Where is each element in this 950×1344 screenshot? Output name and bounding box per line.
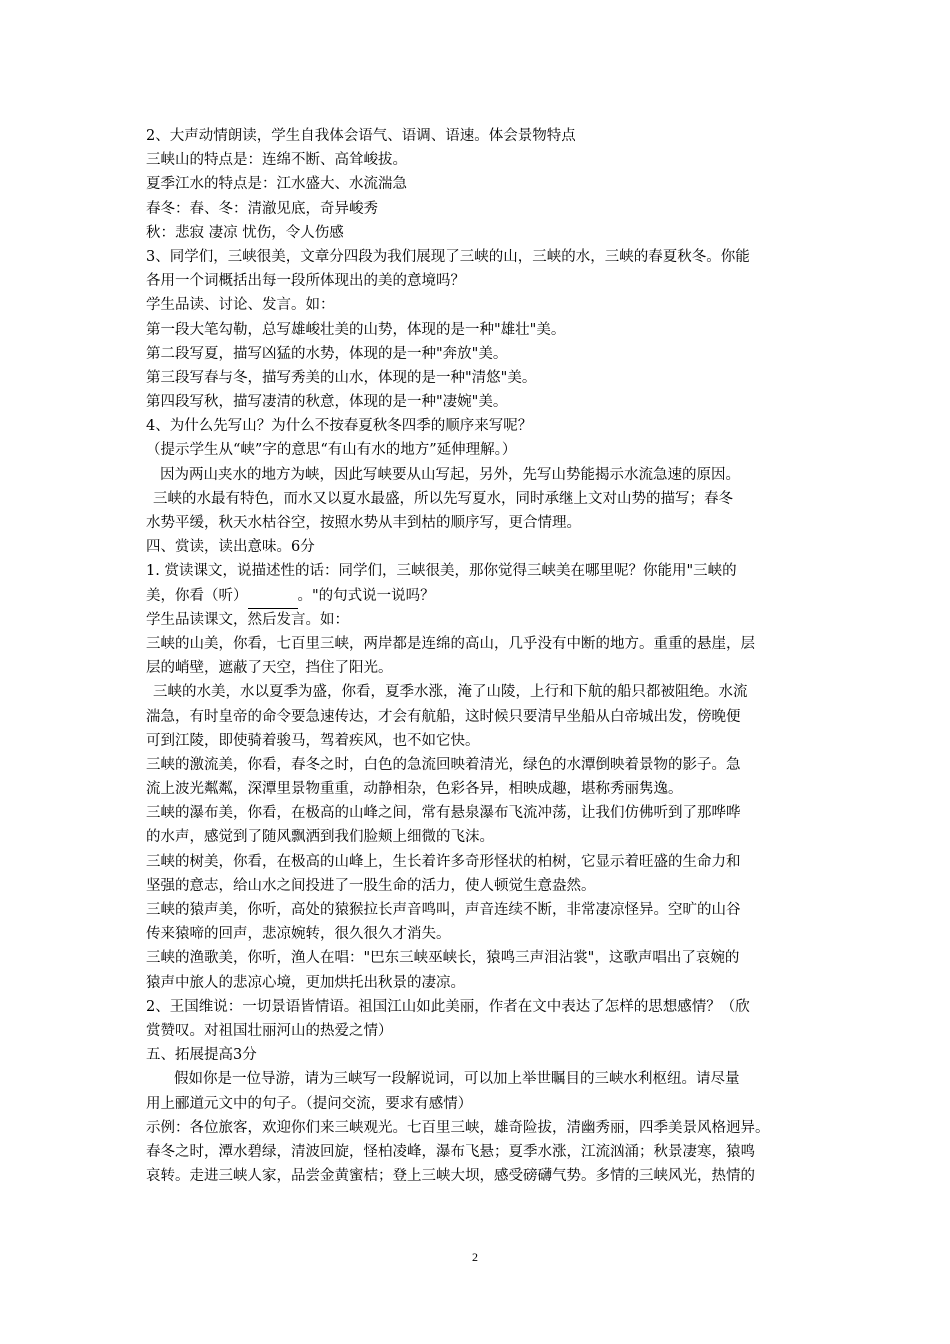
text-line: 秋：悲寂 凄凉 忧伤，令人伤感: [146, 224, 344, 241]
text-line: 第一段大笔勾勒，总写雄峻壮美的山势，体现的是一种"雄壮"美。: [146, 321, 566, 338]
text-line: 三峡的激流美，你看，春冬之时，白色的急流回映着清光，绿色的水潭倒映着景物的影子。急: [146, 756, 741, 773]
text-line: 夏季江水的特点是：江水盛大、水流湍急: [146, 176, 407, 193]
text-line: 示例：各位旅客，欢迎你们来三峡观光。七百里三峡，雄奇险拔，清幽秀丽，四季美景风格迥异。: [146, 1119, 770, 1136]
text-line: （提示学生从“峡”字的意思“有山有水的地方”延伸理解。）: [146, 442, 517, 459]
text-line: 3、同学们，三峡很美，文章分四段为我们展现了三峡的山，三峡的水，三峡的春夏秋冬。你能: [146, 248, 750, 265]
text-segment: 。"的句式说一说吗？: [297, 587, 435, 604]
text-line: 流上波光粼粼，深潭里景物重重，动静相杂，色彩各异，相映成趣，堪称秀丽隽逸。: [146, 781, 683, 798]
text-line: 第二段写夏，描写凶猛的水势，体现的是一种"奔放"美。: [146, 345, 508, 362]
text-line: 可到江陵，即使骑着骏马，驾着疾风，也不如它快。: [146, 732, 480, 749]
text-line: 层的峭壁，遮蔽了天空，挡住了阳光。: [146, 660, 393, 677]
text-line: 用上郦道元文中的句子。（提问交流，要求有感情）: [146, 1095, 473, 1112]
text-line: 1. 赏读课文，说描述性的话：同学们，三峡很美，那你觉得三峡美在哪里呢？你能用"三峡的: [146, 563, 737, 580]
text-line: 坚强的意志，给山水之间投进了一股生命的活力，使人顿觉生意盎然。: [146, 877, 596, 894]
section-heading: 四、赏读，读出意味。6分: [146, 539, 315, 556]
text-line: 春冬之时，潭水碧绿，清波回旋，怪柏凌峰，瀑布飞悬；夏季水涨，江流汹涌；秋景凄寒，猿鸣: [146, 1143, 755, 1160]
text-line: 第四段写秋，描写凄清的秋意，体现的是一种"凄婉"美。: [146, 394, 508, 411]
page-number: 2: [472, 1250, 478, 1264]
text-line: 三峡山的特点是：连绵不断、高耸峻拔。: [146, 152, 407, 169]
text-line: 4、为什么先写山？为什么不按春夏秋冬四季的顺序来写呢？: [146, 418, 533, 435]
text-line: 各用一个词概括出每一段所体现出的美的意境吗？: [146, 273, 465, 290]
text-line: 猿声中旅人的悲凉心境，更加烘托出秋景的凄凉。: [146, 974, 465, 991]
text-line: 赏赞叹。对祖国壮丽河山的热爱之情）: [146, 1022, 393, 1039]
text-line: 假如你是一位导游，请为三峡写一段解说词，可以加上举世瞩目的三峡水利枢纽。请尽量: [174, 1071, 740, 1088]
text-line: 哀转。走进三峡人家，品尝金黄蜜桔；登上三峡大坝，感受磅礴气势。多情的三峡风光，热情的: [146, 1168, 755, 1185]
text-line: 2、大声动情朗读，学生自我体会语气、语调、语速。体会景物特点: [146, 128, 576, 144]
text-line: 三峡的山美，你看，七百里三峡，两岸都是连绵的高山，几乎没有中断的地方。重重的悬崖，层: [146, 635, 755, 652]
text-line: 第三段写春与冬，描写秀美的山水，体现的是一种"清悠"美。: [146, 369, 537, 386]
text-line: 湍急，有时皇帝的命令要急速传达，才会有航船，这时候只要清早坐船从白帝城出发，傍晚便: [146, 708, 741, 725]
text-line: 水势平缓，秋天水枯谷空，按照水势从丰到枯的顺序写，更合情理。: [146, 515, 581, 531]
text-line: 传来猿啼的回声，悲凉婉转，很久很久才消失。: [146, 926, 451, 943]
text-line: 三峡的水美，水以夏季为盛，你看，夏季水涨，淹了山陵，上行和下航的船只都被阻绝。水流: [153, 684, 748, 701]
text-line: 三峡的渔歌美，你听，渔人在唱："巴东三峡巫峡长，猿鸣三声泪沾裳"，这歌声唱出了哀婉的: [146, 950, 740, 967]
text-line: 学生品读、讨论、发言。如：: [146, 297, 335, 314]
text-line: 三峡的树美，你看，在极高的山峰上，生长着许多奇形怪状的柏树，它显示着旺盛的生命力和: [146, 853, 741, 870]
text-segment: 美，你看（听）: [146, 587, 248, 604]
text-line-with-blank: [146, 584, 810, 608]
text-line: 因为两山夹水的地方为峡，因此写峡要从山写起，另外，先写山势能揭示水流急速的原因。: [160, 466, 740, 483]
text-line: 三峡的水最有特色，而水又以夏水最盛，所以先写夏水，同时承继上文对山势的描写；春冬: [153, 490, 733, 507]
text-line: 2、王国维说：一切景语皆情语。祖国江山如此美丽，作者在文中表达了怎样的思想感情？（欣: [146, 998, 750, 1015]
text-line: 的水声，感觉到了随风飘洒到我们脸颊上细微的飞沫。: [146, 829, 494, 846]
fill-in-blank: [248, 584, 298, 609]
text-line: 学生品读课文，然后发言。如：: [146, 611, 349, 628]
text-line: 三峡的瀑布美，你看，在极高的山峰之间，常有悬泉瀑布飞流冲荡，让我们仿佛听到了那哗哗: [146, 805, 741, 822]
section-heading: 五、拓展提高3分: [146, 1047, 257, 1064]
page-body: [146, 124, 810, 1188]
text-line: 三峡的猿声美，你听，高处的猿猴拉长声音鸣叫，声音连续不断，非常凄凉怪异。空旷的山谷: [146, 902, 741, 918]
text-line: 春冬：春、冬：清澈见底，奇异峻秀: [146, 200, 378, 217]
